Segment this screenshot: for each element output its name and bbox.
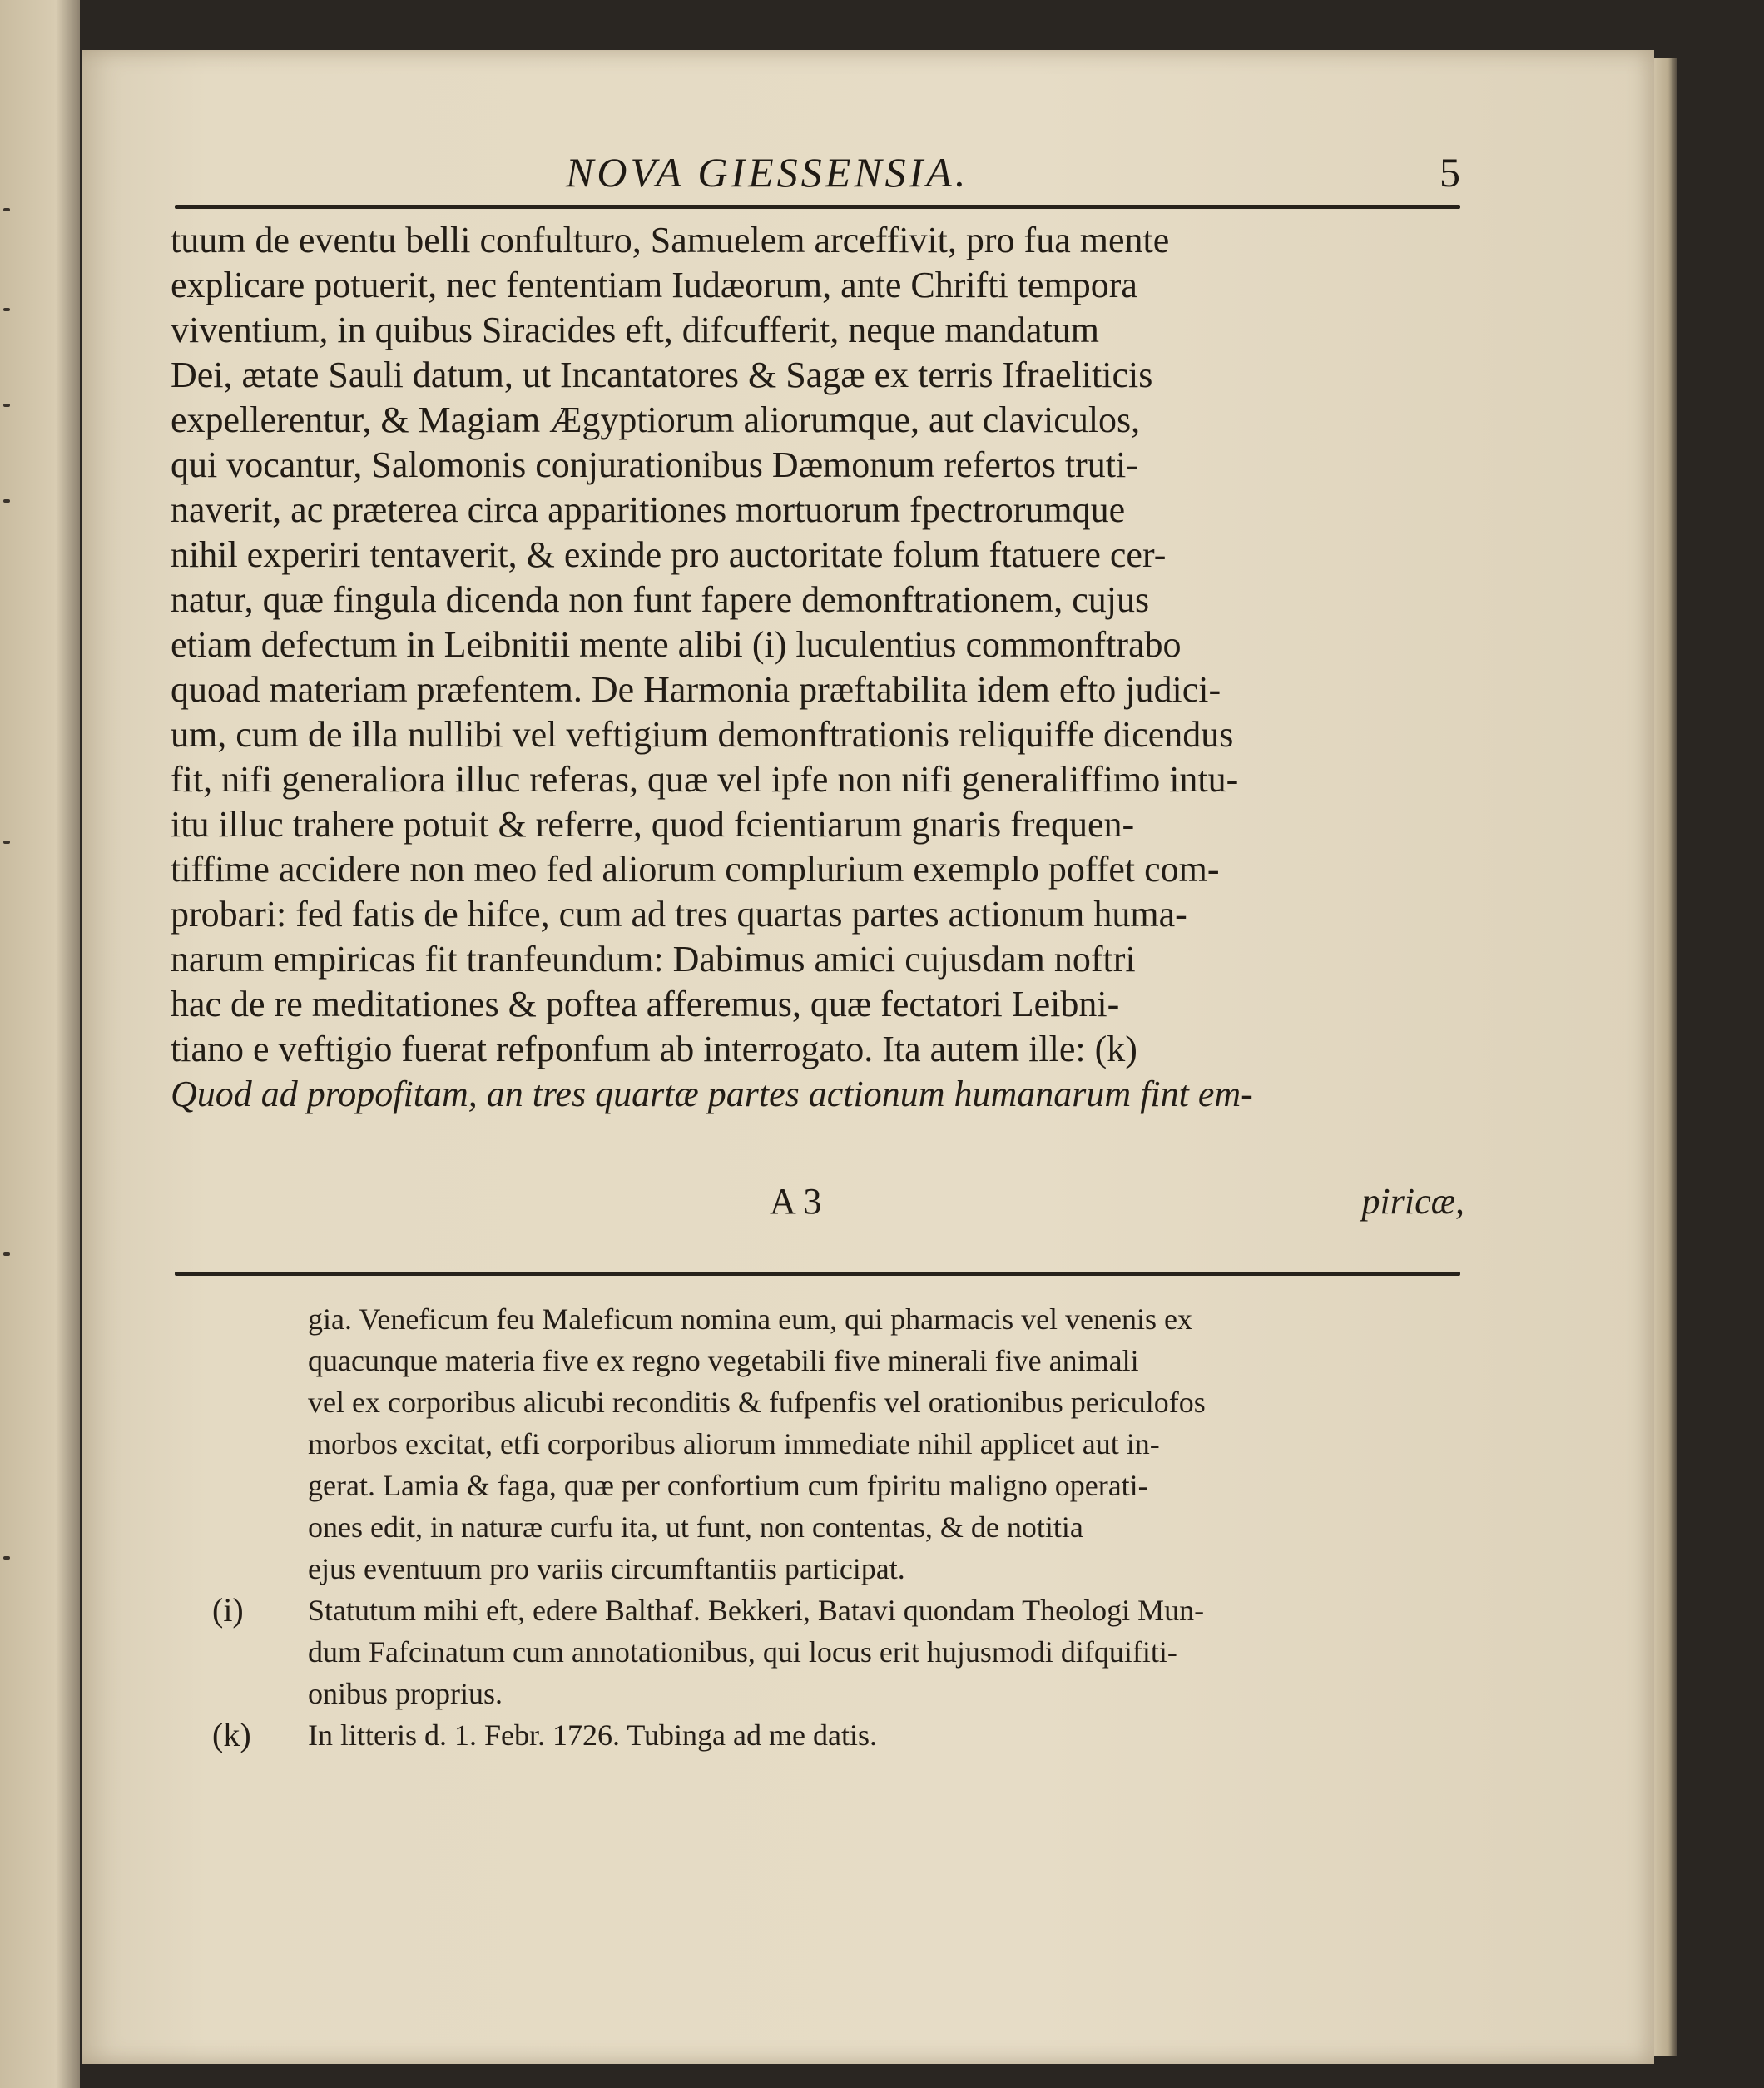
- footnote-i-line: Statutum mihi eft, edere Balthaf. Bekkeri, Batavi quondam Theologi Mun-: [308, 1594, 1205, 1627]
- page-fore-edge: [1654, 58, 1677, 2056]
- signature-mark: A 3: [770, 1181, 822, 1222]
- footnote-k-text: In litteris d. 1. Febr. 1726. Tubinga ad me datis.: [308, 1719, 877, 1752]
- text-line: expellerentur, & Magiam Ægyptiorum aliorumque, aut claviculos,: [171, 399, 1141, 440]
- ink-mark: [3, 1252, 10, 1256]
- text-line: Dei, ætate Sauli datum, ut Incantatores & Sagæ ex terris Ifraeliticis: [171, 355, 1153, 395]
- footnote-continuation-line: gerat. Lamia & faga, quæ per confortium cum fpiritu maligno operati-: [308, 1469, 1148, 1502]
- footnote-i-mark: (i): [212, 1591, 244, 1629]
- footnote-i-line: onibus proprius.: [308, 1677, 503, 1710]
- ink-mark: [3, 404, 10, 407]
- page-number: 5: [1439, 149, 1460, 196]
- footnote-continuation-line: quacunque materia five ex regno vegetabili five minerali five animali: [308, 1344, 1139, 1377]
- text-line: quoad materiam præfentem. De Harmonia præftabilita idem efto judici-: [171, 669, 1221, 710]
- header-rule: [175, 205, 1460, 209]
- footnote-k: [171, 1714, 1464, 1756]
- footnote-rule: [175, 1272, 1460, 1276]
- text-line: nihil experiri tentaverit, & exinde pro auctoritate folum ftatuere cer-: [171, 534, 1167, 575]
- text-line: itu illuc trahere potuit & referre, quod fcientiarum gnaris frequen-: [171, 804, 1135, 845]
- ink-mark: [3, 841, 10, 844]
- footnote-i: [171, 1590, 1464, 1631]
- text-line: tiffime accidere non meo fed aliorum complurium exemplo poffet com-: [171, 849, 1220, 890]
- page-header: [179, 148, 1460, 206]
- footnote-continuation-line: ejus eventuum pro variis circumftantiis participat.: [308, 1552, 905, 1585]
- text-line: explicare potuerit, nec fententiam Iudæorum, ante Chrifti tempora: [171, 265, 1137, 305]
- running-title: NOVA GIESSENSIA.: [566, 149, 969, 196]
- text-line: viventium, in quibus Siracides eft, difcufferit, neque mandatum: [171, 310, 1100, 350]
- ink-mark: [3, 308, 10, 311]
- text-line: probari: fed fatis de hifce, cum ad tres quartas partes actionum huma-: [171, 894, 1187, 935]
- text-line: Quod ad propofitam, an tres quartæ partes actionum humanarum fint em-: [171, 1074, 1253, 1114]
- ink-mark: [3, 1556, 10, 1560]
- text-line: qui vocantur, Salomonis conjurationibus Dæmonum refertos truti-: [171, 444, 1138, 485]
- ink-mark: [3, 208, 10, 211]
- text-line: tiano e veftigio fuerat refponfum ab interrogato. Ita autem ille: (k): [171, 1029, 1137, 1069]
- text-line: hac de re meditationes & poftea afferemus, quæ fectatori Leibni-: [171, 984, 1120, 1024]
- ink-mark: [3, 499, 10, 503]
- footnotes: [171, 1298, 1464, 1756]
- footnote-continuation-line: vel ex corporibus alicubi reconditis & fufpenfis vel orationibus periculofos: [308, 1386, 1206, 1419]
- footnote-continuation-line: gia. Veneficum feu Maleficum nomina eum, qui pharmacis vel venenis ex: [308, 1302, 1193, 1336]
- text-line: tuum de eventu belli confulturo, Samuelem arceffivit, pro fua mente: [171, 220, 1170, 260]
- text-line: naverit, ac præterea circa apparitiones mortuorum fpectrorumque: [171, 489, 1126, 530]
- footnote-continuation-line: morbos excitat, etfi corporibus aliorum immediate nihil applicet aut in-: [308, 1427, 1160, 1461]
- footnote-continuation-line: ones edit, in naturæ curfu ita, ut funt, non contentas, & de notitia: [308, 1510, 1083, 1544]
- signature-line: [171, 1180, 1464, 1227]
- text-line: etiam defectum in Leibnitii mente alibi (i) luculentius commonftrabo: [171, 624, 1182, 665]
- adjacent-page-edge: [0, 0, 80, 2088]
- text-line: natur, quæ fingula dicenda non funt fapere demonftrationem, cujus: [171, 579, 1150, 620]
- catchword: piricæ,: [1361, 1181, 1464, 1222]
- text-line: um, cum de illa nullibi vel veftigium demonftrationis reliquiffe dicendus: [171, 714, 1234, 755]
- main-text-block: [171, 218, 1464, 1117]
- footnote-i-line: dum Fafcinatum cum annotationibus, qui locus erit hujusmodi difquifiti-: [308, 1635, 1177, 1669]
- text-line: narum empiricas fit tranfeundum: Dabimus amici cujusdam noftri: [171, 939, 1136, 980]
- text-line: fit, nifi generaliora illuc referas, quæ vel ipfe non nifi generaliffimo intu-: [171, 759, 1239, 800]
- footnote-k-mark: (k): [212, 1716, 251, 1753]
